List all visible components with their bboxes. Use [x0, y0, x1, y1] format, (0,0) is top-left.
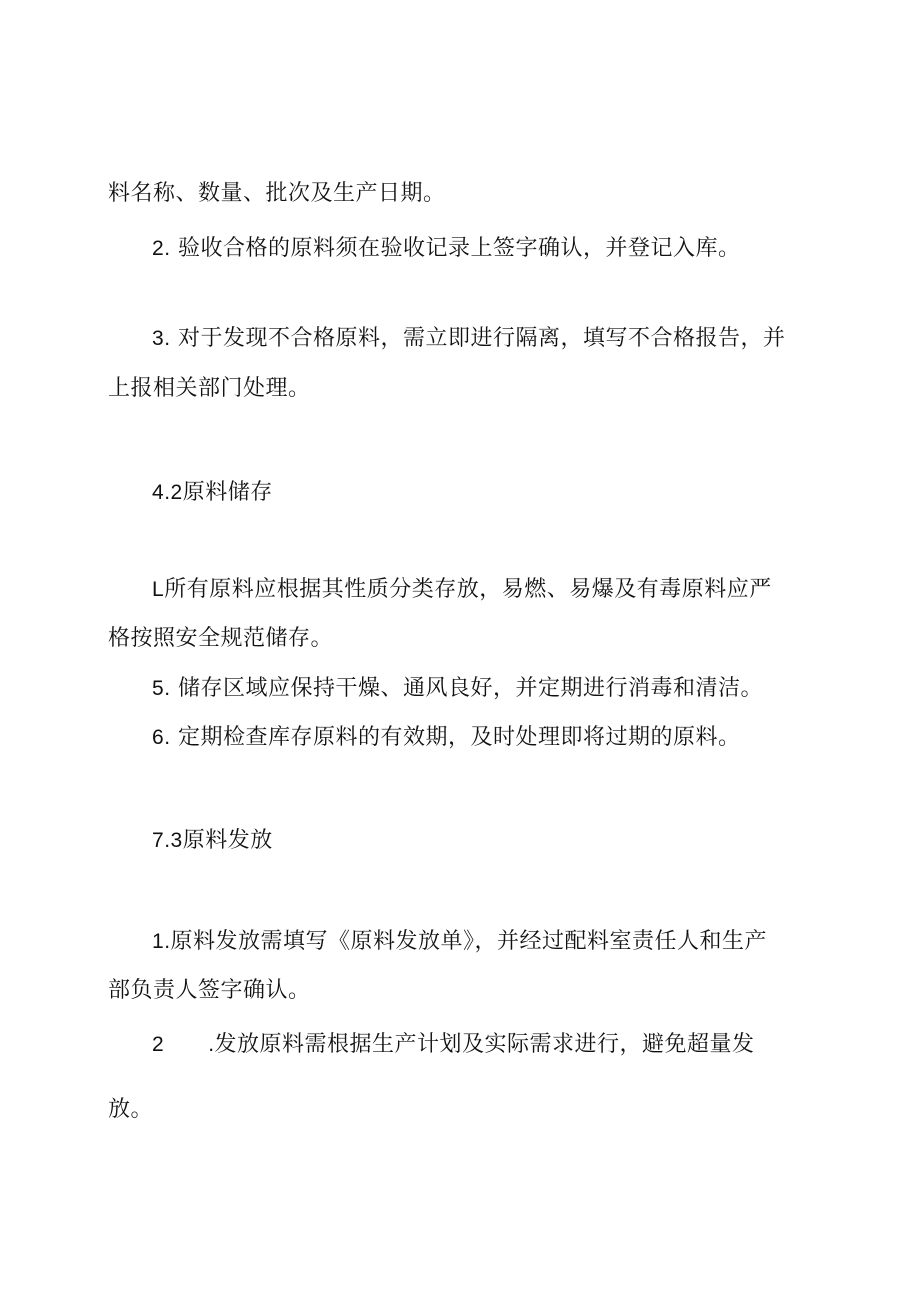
section-heading	[152, 478, 273, 508]
paragraph-line	[108, 1095, 153, 1125]
section-title: 原料发放	[182, 828, 273, 853]
section-subnumber: .3	[164, 829, 183, 852]
item-separator: .	[164, 930, 171, 953]
line-text: 定期检查库存原料的有效期，及时处理即将过期的原料。	[178, 725, 741, 750]
line-text: 料名称、数量、批次及生产日期。	[108, 181, 446, 206]
item-number: 3	[152, 327, 165, 350]
section-subnumber: .2	[164, 481, 183, 504]
line-text: 对于发现不合格原料，需立即进行隔离，填写不合格报告，并	[178, 326, 786, 351]
line-text: 格按照安全规范储存。	[108, 626, 334, 651]
list-item	[152, 674, 763, 704]
line-text: 放。	[108, 1097, 154, 1122]
paragraph-line	[108, 179, 446, 209]
line-text: 储存区域应保持干燥、通风良好，并定期进行消毒和清洁。	[178, 676, 764, 701]
list-item	[152, 575, 772, 605]
item-number: 1	[152, 930, 165, 953]
item-separator: .	[164, 677, 171, 700]
section-title: 原料储存	[182, 480, 273, 505]
item-separator: .	[164, 237, 171, 260]
item-number: 5	[152, 677, 165, 700]
item-number: 6	[152, 726, 165, 749]
item-separator: .	[164, 327, 171, 350]
line-text: 验收合格的原料须在验收记录上签字确认，并登记入库。	[178, 236, 741, 261]
line-text: 上报相关部门处理。	[108, 376, 311, 401]
item-number: L	[152, 578, 165, 601]
item-number: 2	[152, 1033, 165, 1056]
list-item	[152, 723, 741, 753]
list-item	[152, 234, 741, 264]
section-number: 4	[152, 481, 165, 504]
paragraph-line	[108, 374, 311, 404]
paragraph-line	[108, 624, 333, 654]
item-number: 2	[152, 237, 165, 260]
line-text: 所有原料应根据其性质分类存放，易燃、易爆及有毒原料应严	[164, 577, 772, 602]
section-number: 7	[152, 829, 165, 852]
list-item	[152, 324, 786, 354]
line-text: 原料发放需填写《原料发放单》，并经过配料室责任人和生产	[170, 929, 768, 954]
list-item: 2 .发放原料需根据生产计划及实际需求进行，避免超量发	[152, 1030, 755, 1060]
line-text: 发放原料需根据生产计划及实际需求进行，避免超量发	[214, 1032, 755, 1057]
item-separator: .	[164, 726, 171, 749]
list-item	[152, 927, 767, 957]
line-text: 部负责人签字确认。	[108, 978, 311, 1003]
paragraph-line	[108, 976, 311, 1006]
section-heading	[152, 826, 273, 856]
